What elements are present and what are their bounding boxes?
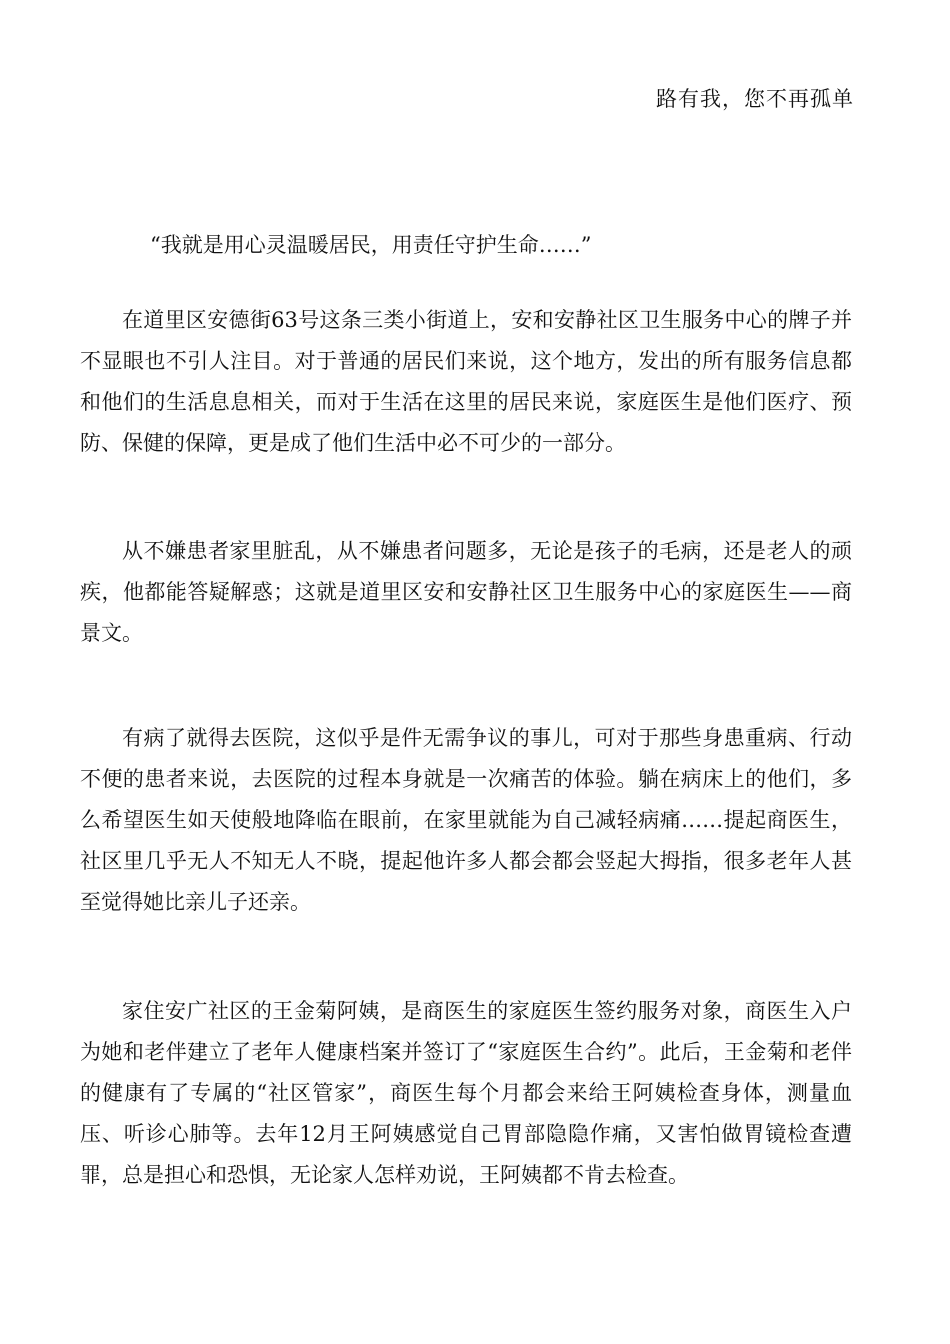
paragraph-1: 在道里区安德街63号这条三类小街道上，安和安静社区卫生服务中心的牌子并不显眼也不引人注目。对于普通的居民们来说，这个地方，发出的所有服务信息都和他们的生活息息相关，而对于生活在这里的居民来说，家庭医生是他们医疗、预防、保健的保障，更是成了他们生活中必不可少的一部分。 bbox=[80, 308, 852, 455]
paragraph-3: 有病了就得去医院，这似乎是件无需争议的事儿，可对于那些身患重病、行动不便的患者来说，去医院的过程本身就是一次痛苦的体验。躺在病床上的他们，多么希望医生如天使般地降临在眼前，在家里就能为自己减轻病痛……提起商医生，社区里几乎无人不知无人不晓，提起他许多人都会都会竖起大拇指，很多老年人甚至觉得她比亲儿子还亲。 bbox=[80, 726, 852, 914]
paragraph-4: 家住安广社区的王金菊阿姨，是商医生的家庭医生签约服务对象，商医生入户为她和老伴建立了老年人健康档案并签订了“家庭医生合约”。此后，王金菊和老伴的健康有了专属的“社区管家”，商医生每个月都会来给王阿姨检查身体，测量血压、听诊心肺等。去年12月王阿姨感觉自己胃部隐隐作痛，又害怕做胃镜检查遭罪，总是担心和恐惧，无论家人怎样劝说，王阿姨都不肯去检查。 bbox=[80, 999, 852, 1187]
paragraph-2: 从不嫌患者家里脏乱，从不嫌患者问题多，无论是孩子的毛病，还是老人的顽疾，他都能答疑解惑；这就是道里区安和安静社区卫生服务中心的家庭医生——商景文。 bbox=[80, 539, 852, 645]
quote-line: “我就是用心灵温暖居民，用责任守护生命……” bbox=[150, 233, 592, 257]
page-title: 路有我，您不再孤单 bbox=[656, 87, 854, 111]
